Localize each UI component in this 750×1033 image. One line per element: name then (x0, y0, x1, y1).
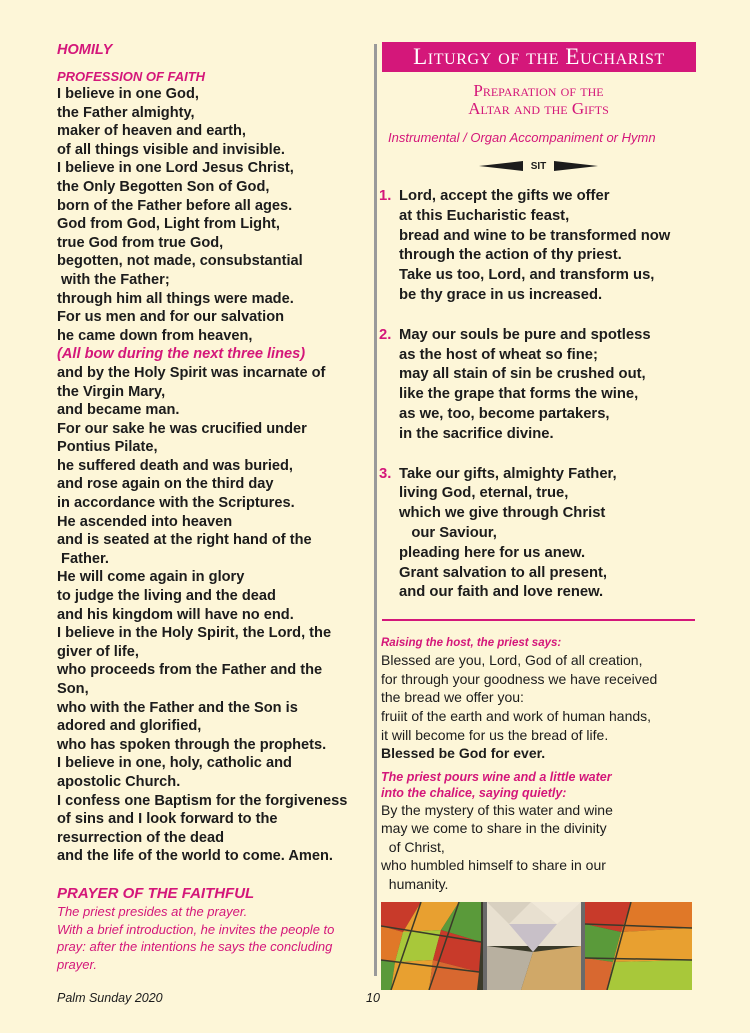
creed-line: the Virgin Mary, (57, 383, 166, 400)
rubric-line: into the chalice, saying quietly: (381, 785, 567, 800)
creed-line: maker of heaven and earth, (57, 123, 246, 140)
verse-line: in the sacrifice divine. (399, 425, 554, 442)
left-column (57, 42, 369, 973)
verse-number: 3. (379, 465, 392, 482)
verse-lines (399, 465, 617, 604)
verse-lines (399, 326, 651, 445)
creed-line: apostolic Church. (57, 773, 181, 790)
creed-line: I believe in one, holy, catholic and (57, 755, 292, 772)
verse-line: as the host of wheat so fine; (399, 346, 598, 363)
verse-number: 2. (379, 326, 392, 343)
creed-line: born of the Father before all ages. (57, 197, 293, 214)
rubric-raising-host: Raising the host, the priest says: (381, 637, 562, 650)
creed-line: begotten, not made, consubstantial (57, 253, 303, 270)
prayer-line: may we come to share in the divinity (381, 820, 607, 837)
prayer-line: By the mystery of this water and wine (381, 801, 613, 818)
creed-line: who with the Father and the Son is (57, 699, 298, 716)
creed-line: For our sake he was crucified under (57, 420, 307, 437)
verse-line: bread and wine to be transformed now (399, 227, 671, 244)
creed-line: of all things visible and invisible. (57, 141, 285, 158)
creed-line: I believe in one Lord Jesus Christ, (57, 160, 294, 177)
preparation-heading (381, 82, 696, 118)
verse-line: through the action of thy priest. (399, 247, 622, 264)
section-divider (382, 619, 695, 621)
verse-line: like the grape that forms the wine, (399, 386, 639, 403)
prayer-of-the-faithful-heading: PRAYER OF THE FAITHFUL (57, 884, 255, 902)
profession-of-faith-heading: PROFESSION OF FAITH (57, 69, 206, 84)
footer-issue: Palm Sunday 2020 (57, 991, 163, 1005)
posture-indicator (381, 159, 696, 173)
preparation-heading-line: Preparation of the (473, 81, 604, 100)
page-number: 10 (366, 991, 380, 1005)
verse-line: Take us too, Lord, and transform us, (399, 267, 655, 284)
creed-line: Father. (57, 550, 109, 567)
verse-number: 1. (379, 188, 392, 204)
verse-line: May our souls be pure and spotless (399, 326, 651, 343)
prayer-over-bread (381, 651, 696, 763)
verse-line: living God, eternal, true, (399, 485, 569, 502)
creed-line: For us men and for our salvation (57, 309, 285, 326)
accompaniment-note: Instrumental / Organ Accompaniment or Hymn (388, 130, 656, 145)
creed-rubric-bow: (All bow during the next three lines) (57, 346, 306, 363)
creed-line: adored and glorified, (57, 718, 202, 735)
creed-line: and became man. (57, 402, 180, 419)
prayer-line: the bread we offer you: (381, 689, 524, 706)
verse-line: Grant salvation to all present, (399, 564, 608, 581)
prayer-over-water-and-wine (381, 801, 696, 894)
prayer-line: Blessed are you, Lord, God of all creation, (381, 652, 643, 669)
right-column (381, 42, 696, 990)
creed-line: of sins and I look forward to the (57, 811, 278, 828)
hymn-verse (381, 187, 696, 306)
people-response: Blessed be God for ever. (381, 745, 546, 762)
section-banner: Liturgy of the Eucharist (382, 42, 696, 72)
column-divider (374, 44, 377, 976)
verse-line: which we give through Christ (399, 505, 606, 522)
creed-line: who has spoken through the prophets. (57, 736, 327, 753)
creed-line: and the life of the world to come. Amen. (57, 848, 333, 865)
creed-text (57, 85, 369, 866)
verse-line: be thy grace in us increased. (399, 286, 603, 303)
creed-line: giver of life, (57, 643, 139, 660)
creed-line: and his kingdom will have no end. (57, 606, 294, 623)
creed-line: and rose again on the third day (57, 476, 274, 493)
creed-line: he suffered death and was buried, (57, 457, 293, 474)
prayer-line: for through your goodness we have received (381, 670, 658, 687)
rubric-line: The priest presides at the prayer. (57, 903, 248, 919)
right-arrow-icon (554, 161, 598, 171)
rubric-line: With a brief introduction, he invites the people to (57, 921, 335, 937)
creed-line: through him all things were made. (57, 290, 294, 307)
homily-heading: HOMILY (57, 42, 113, 58)
verse-line: pleading here for us anew. (399, 544, 586, 561)
verse-lines (399, 187, 670, 306)
stained-glass-image (381, 902, 692, 990)
rubric-line: pray: after the intentions he says the concluding (57, 939, 333, 955)
creed-line: and is seated at the right hand of the (57, 532, 312, 549)
preparation-heading-line: Altar and the Gifts (468, 99, 609, 118)
verse-line: as we, too, become partakers, (399, 405, 610, 422)
prayer-of-the-faithful-rubric (57, 903, 369, 973)
rubric-line: The priest pours wine and a little water (381, 769, 612, 784)
creed-line: true God from true God, (57, 234, 224, 251)
verse-line: and our faith and love renew. (399, 584, 604, 601)
creed-line: he came down from heaven, (57, 327, 253, 344)
creed-line: and by the Holy Spirit was incarnate of (57, 364, 326, 381)
creed-line: resurrection of the dead (57, 829, 225, 846)
posture-label: SIT (530, 160, 547, 172)
creed-line: Pontius Pilate, (57, 439, 158, 456)
creed-line: with the Father; (57, 271, 170, 288)
creed-line: who proceeds from the Father and the (57, 662, 323, 679)
creed-line: He ascended into heaven (57, 513, 233, 530)
prayer-line: fruiit of the earth and work of human hands, (381, 707, 652, 724)
creed-line: God from God, Light from Light, (57, 216, 280, 233)
hymn-verse (381, 465, 696, 604)
verse-line: may all stain of sin be crushed out, (399, 366, 646, 383)
rubric-line: prayer. (57, 956, 97, 972)
creed-line: I believe in the Holy Spirit, the Lord, the (57, 625, 332, 642)
verse-line: at this Eucharistic feast, (399, 207, 570, 224)
rubric-pouring-wine (381, 769, 696, 801)
creed-line: He will come again in glory (57, 569, 245, 586)
prayer-line: it will become for us the bread of life. (381, 726, 609, 743)
left-arrow-icon (479, 161, 523, 171)
creed-line: I confess one Baptism for the forgiveness (57, 792, 348, 809)
verse-line: Lord, accept the gifts we offer (399, 188, 610, 204)
creed-line: to judge the living and the dead (57, 588, 276, 605)
creed-line: Son, (57, 681, 89, 697)
creed-line: in accordance with the Scriptures. (57, 495, 295, 512)
verse-line: Take our gifts, almighty Father, (399, 465, 617, 482)
creed-line: the Father almighty, (57, 104, 195, 121)
prayer-line: humanity. (381, 876, 449, 893)
hymn-verse (381, 326, 696, 445)
prayer-line: of Christ, (381, 838, 445, 855)
creed-line: the Only Begotten Son of God, (57, 178, 270, 195)
verse-line: our Saviour, (399, 524, 497, 541)
creed-line: I believe in one God, (57, 86, 199, 102)
hymn-verses (381, 187, 696, 603)
prayer-line: who humbled himself to share in our (381, 857, 606, 874)
